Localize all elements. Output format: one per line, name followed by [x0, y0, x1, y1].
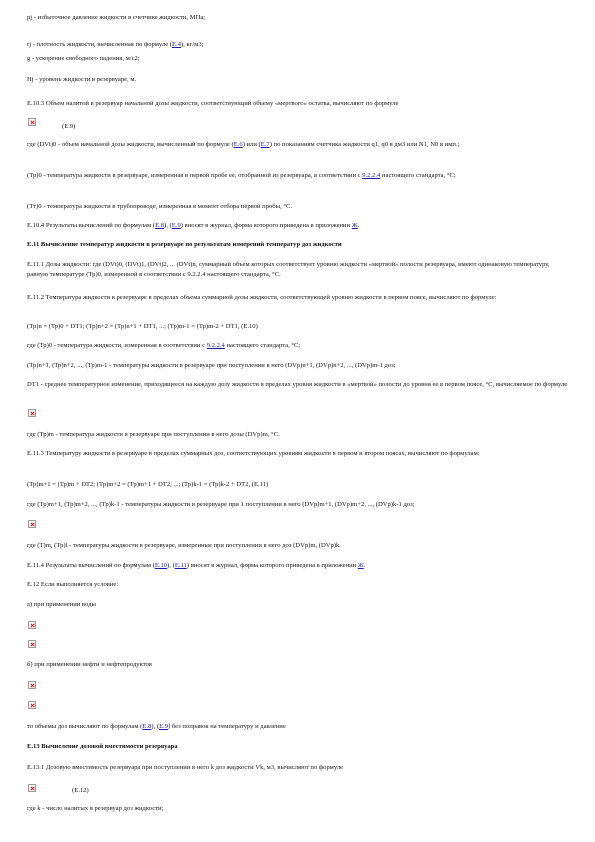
formula-image-placeholder-icon — [28, 701, 36, 709]
formula-image-placeholder-icon — [28, 681, 36, 689]
formula-image-placeholder-icon — [28, 640, 36, 648]
formula-image-placeholder-icon — [28, 621, 36, 629]
formula-image-placeholder-icon — [28, 118, 36, 126]
formula-link[interactable]: Е.8 — [155, 222, 165, 229]
formula-line: (Тр)m+1 = (Тр)m + DT2; (Тр)m+2 = (Тр)m+1 + DT2, ...; (Тр)k-1 = (Тр)k-2 + DT2, (Е.11) — [27, 481, 269, 488]
equation-number: (Е.12) — [72, 787, 89, 794]
appendix-link[interactable]: Ж — [351, 222, 358, 229]
text-line: Е.11.4 Результаты вычислений по формулам (Е.10), (Е.11) вносят в журнал, форма которого приведена в приложении Ж. — [27, 562, 366, 569]
formula-link[interactable]: Е.9 — [171, 222, 181, 229]
text-line: rj - плотность жидкости, вычисленная по формуле (Е.4), кг/м3; — [27, 41, 204, 48]
formula-link[interactable]: Е.6 — [233, 141, 243, 148]
text-line: Е.13.1 Дозовую вместимость резервуара при поступлении в него k доз жидкости Vk, м3, вычисляют по формуле — [27, 764, 344, 771]
section-heading: Е.11 Вычисление температур жидкости в резервуаре по результатам измерений температур доз жидкости — [27, 241, 342, 248]
text-line: то объемы доз вычисляют по формулам (Е.8), (Е.9) без поправок на температуру и давление — [27, 723, 286, 730]
text-line: где k - число налитых в резервуар доз жидкости; — [27, 805, 164, 812]
section-link[interactable]: 9.2.2.4 — [362, 172, 381, 179]
text-paragraph: Е.11.2 Температура жидкости в резервуаре в пределах объема суммарной дозы жидкости, соответствующей уровню жидкости в первом поясе, вычисляют по формуле: — [27, 294, 497, 301]
section-link[interactable]: 9.2.2.4 — [206, 342, 225, 349]
formula-link[interactable]: Е.10 — [154, 562, 168, 569]
formula-image-placeholder-icon — [28, 784, 36, 792]
text-paragraph: Е.11.1 Дозы жидкости: где (DVt)0, (DVt)1, (DVt)2, ... (DVt)n, суммарный объем которых соответствует уровню жидкости «мертвой» полости резервуара, имеют одинаковую температуру, равную температуре (Тр)0, измеренной в соответствии с 9.2.2.4 настоящего стандарта, °С. — [27, 261, 550, 278]
text-line: где (Т)m, (Тр)l - температуры жидкости в резервуаре, измеренные при поступлении в него доз (DVp)m, (DVp)k. — [27, 542, 341, 549]
text-paragraph: Е.11.3 Температуру жидкости в резервуаре в пределах суммарных доз, соответствующих уровням жидкости в первом и втором поясах, вычисляют по формулам: — [27, 450, 480, 457]
formula-link[interactable]: Е.4 — [171, 41, 181, 48]
formula-link[interactable]: Е.7 — [260, 141, 270, 148]
text-line: pj - избыточное давление жидкости в счетчике жидкости, МПа; — [27, 14, 206, 21]
text-paragraph: (Тр)0 - температура жидкости в резервуаре, измеренная в первой пробе ее, отобранной из резервуара, в соответствии с 9.2.2.4 настоящего стандарта, °С; — [27, 172, 456, 179]
text-paragraph: где (DVt)0 - объем начальной дозы жидкости, вычисленный по формуле (Е.6) или (Е.7) по показаниям счетчика жидкости q1, q0 в дм3 или N1, N0 в имп.; — [27, 141, 460, 148]
formula-link[interactable]: Е.9 — [159, 723, 169, 730]
text-line: (Тт)0 - температура жидкости в трубопроводе, измеренная в момент отбора первой пробы, °С. — [27, 203, 293, 210]
equation-number: (Е.9) — [62, 123, 76, 130]
section-text: Е.10.3 Объем налитой в резервуар начальной дозы жидкости, соответствующий объему «мертвого» остатка, вычисляют по формуле — [27, 100, 399, 107]
text-line: Е.12 Если выполняется условие: — [27, 581, 119, 588]
list-item: б) при применении нефти и нефтепродуктов — [27, 661, 152, 668]
formula-line: (Тр)n = (Тр)0 + DT1; (Тр)n+2 = (Тр)n+1 + DT1, ...; (Тр)m-1 = (Тр)m-2 + DT1, (Е.10) — [27, 323, 258, 330]
formula-link[interactable]: Е.8 — [142, 723, 152, 730]
formula-image-placeholder-icon — [28, 409, 36, 417]
text-line: где (Тр)m+1, (Тр)m+2, ..., (Тр)k-1 - температуры жидкости в резервуаре при 1 поступлении в него (DVp)m+1, (DVp)m+2, ..., (DVp)k-1 доз; — [27, 501, 415, 508]
list-item: а) при применении воды — [27, 601, 96, 608]
text-paragraph: DT1 - среднее температурное изменение, приходящееся на каждую дозу жидкости в пределах уровня жидкости в «мертвой» полости до уровня ее в первом поясе, °С, вычисляемое по формуле — [27, 381, 568, 388]
text-line: где (Тр)0 - температура жидкости, измеренная в соответствии с 9.2.2.4 настоящего стандарта, °С; — [27, 342, 301, 349]
text-line: Е.10.4 Результаты вычислений по формулам (Е.8), (Е.9) вносят в журнал, форма которого приведена в приложении Ж. — [27, 222, 360, 229]
appendix-link[interactable]: Ж — [357, 562, 364, 569]
text-line: Hj - уровень жидкости в резервуаре, м. — [27, 76, 137, 83]
formula-image-placeholder-icon — [28, 520, 36, 528]
section-heading: Е.13 Вычисление дозовой вместимости резервуара — [27, 743, 178, 750]
text-line: g - ускорение свободного падения, м/с2; — [27, 55, 140, 62]
text-line: где (Тр)m - температура жидкости в резервуаре при поступлении в него дозы (DVp)m, °С. — [27, 431, 280, 438]
text-line: (Тр)n+1, (Тр)n+2, ..., (Тр)m-1 - температуры жидкости в резервуаре при поступлении в него (DVp)n+1, (DVp)n+2, ..., (DVp)m-1 доз; — [27, 362, 396, 369]
formula-link[interactable]: Е.11 — [174, 562, 187, 569]
